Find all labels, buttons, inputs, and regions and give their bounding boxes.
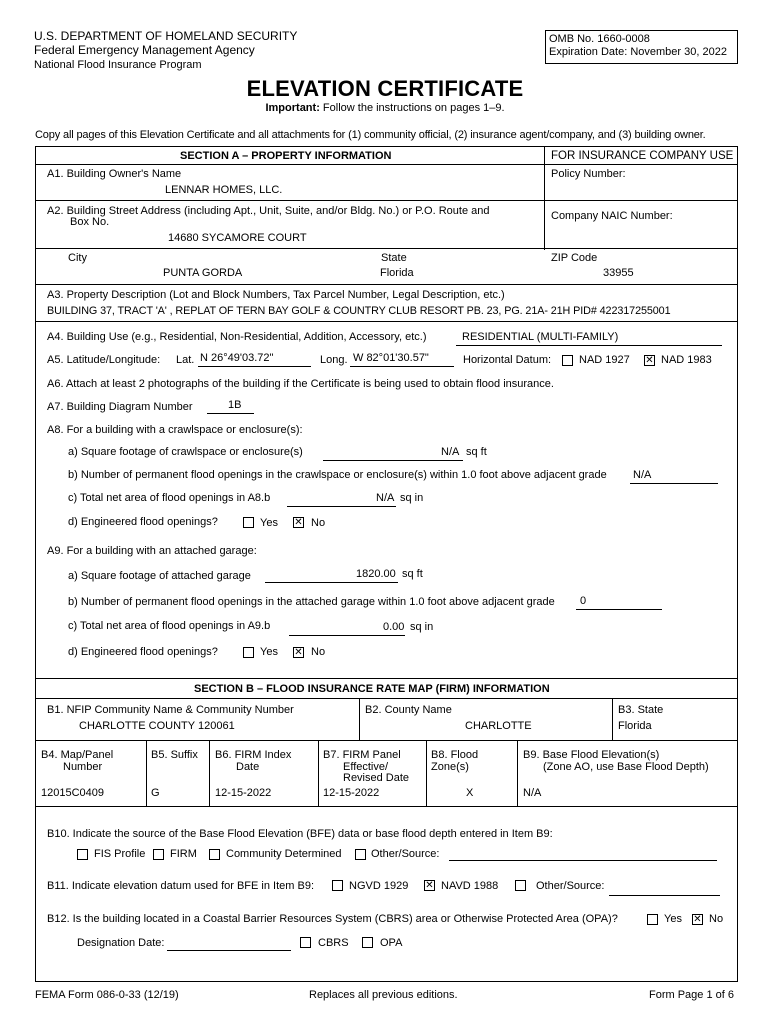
b7-label: B7. FIRM Panel (323, 749, 401, 761)
property-description[interactable]: BUILDING 37, TRACT 'A' , REPLAT OF TERN BAY GOLF & COUNTRY CLUB RESORT PB. 23, PG. 21A- 21H PID# 422317255001 (47, 305, 671, 317)
b6-label: B6. FIRM Index (215, 749, 292, 761)
b12-label: B12. Is the building located in a Coastal Barrier Resources System (CBRS) area or Otherwise Protected Area (OPA)? (47, 913, 618, 925)
naic-label: Company NAIC Number: (551, 210, 673, 222)
a9c-unit: sq in (410, 621, 434, 633)
important-note (0, 102, 770, 114)
page-number: Form Page 1 of 6 (649, 989, 734, 1001)
fis-profile-checkbox[interactable] (77, 849, 88, 860)
important-text: Follow the instructions on pages 1–9. (322, 102, 505, 114)
nad1927-checkbox[interactable] (562, 355, 573, 366)
a8b-label: b) Number of permanent flood openings in the crawlspace or enclosure(s) within 1.0 foot above adjacent grade (68, 469, 607, 481)
a8d-yes-checkbox[interactable] (243, 517, 254, 528)
b6-value[interactable]: 12-15-2022 (215, 787, 272, 799)
a8d-no-label: No (311, 517, 326, 529)
designation-date-field[interactable] (167, 950, 291, 951)
a8c-label: c) Total net area of flood openings in A8.b (68, 492, 271, 504)
b10-label: B10. Indicate the source of the Base Flood Elevation (BFE) data or base flood depth entered in Item B9: (47, 828, 553, 840)
b11-other-label: Other/Source: (536, 880, 605, 892)
latitude-value[interactable]: N 26°49'03.72" (200, 352, 274, 364)
a8d-label: d) Engineered flood openings? (68, 516, 218, 528)
b4-value[interactable]: 12015C0409 (41, 787, 105, 799)
a9a-unit: sq ft (402, 568, 423, 580)
b2-value[interactable]: CHARLOTTE (465, 720, 532, 732)
a8a-value[interactable]: N/A (441, 446, 460, 458)
b7-value[interactable]: 12-15-2022 (323, 787, 380, 799)
a3-label: A3. Property Description (Lot and Block Numbers, Tax Parcel Number, Legal Description, etc.) (47, 289, 505, 301)
a8a-label: a) Square footage of crawlspace or enclosure(s) (68, 446, 303, 458)
program-name: National Flood Insurance Program (34, 59, 202, 71)
a7-label: A7. Building Diagram Number (47, 401, 193, 413)
a9-label: A9. For a building with an attached garage: (47, 545, 257, 557)
expiration-date: Expiration Date: November 30, 2022 (549, 46, 727, 58)
city-label: City (68, 252, 87, 264)
opa-checkbox[interactable] (362, 937, 373, 948)
opa-label: OPA (380, 937, 403, 949)
copy-instructions: Copy all pages of this Elevation Certificate and all attachments for (1) community official, (2) insurance agent/company, and (3) building owner. (35, 129, 706, 141)
zip-value[interactable]: 33955 (603, 267, 634, 279)
b12-yes-checkbox[interactable] (647, 914, 658, 925)
a2-label: A2. Building Street Address (including Apt., Unit, Suite, and/or Bldg. No.) or P.O. Route and (47, 205, 490, 217)
state-value[interactable]: Florida (380, 267, 414, 279)
a8d-no-checkbox[interactable]: ✕ (294, 517, 303, 528)
omb-box (545, 30, 738, 64)
a8d-yes-label: Yes (260, 517, 278, 529)
nad1927-label: NAD 1927 (579, 354, 630, 366)
section-b-heading: SECTION B – FLOOD INSURANCE RATE MAP (FIRM) INFORMATION (194, 683, 550, 695)
form-number: FEMA Form 086-0-33 (12/19) (35, 989, 179, 1001)
b3-value[interactable]: Florida (618, 720, 652, 732)
agency-name: Federal Emergency Management Agency (34, 43, 255, 57)
b9-label: B9. Base Flood Elevation(s) (523, 749, 660, 761)
diagram-number[interactable]: 1B (228, 399, 242, 411)
other-source-checkbox[interactable] (355, 849, 366, 860)
a8c-unit: sq in (400, 492, 424, 504)
other-source-field[interactable] (449, 860, 717, 861)
a9d-label: d) Engineered flood openings? (68, 646, 218, 658)
a9a-label: a) Square footage of attached garage (68, 570, 251, 582)
policy-number-label: Policy Number: (551, 168, 626, 180)
b4-label: B4. Map/Panel (41, 749, 114, 761)
b7-label-cont: Effective/ (343, 761, 389, 773)
b8-label: B8. Flood (431, 749, 479, 761)
b4-label-cont: Number (63, 761, 103, 773)
ngvd1929-label: NGVD 1929 (349, 880, 409, 892)
replaces-note: Replaces all previous editions. (309, 989, 458, 1001)
firm-label: FIRM (170, 848, 197, 860)
a9c-label: c) Total net area of flood openings in A9.b (68, 620, 271, 632)
a6-text: A6. Attach at least 2 photographs of the building if the Certificate is being used to obtain flood insurance. (47, 378, 554, 390)
street-address[interactable]: 14680 SYCAMORE COURT (168, 232, 307, 244)
b3-label: B3. State (618, 704, 664, 716)
building-owner-name[interactable]: LENNAR HOMES, LLC. (165, 184, 283, 196)
a8b-value[interactable]: N/A (633, 469, 652, 481)
long-label: Long. (320, 354, 348, 366)
a9b-label: b) Number of permanent flood openings in the attached garage within 1.0 foot above adjacent grade (68, 596, 555, 608)
b8-value[interactable]: X (466, 787, 474, 799)
cbrs-label: CBRS (318, 937, 349, 949)
city-value[interactable]: PUNTA GORDA (163, 267, 243, 279)
navd1988-checkbox[interactable]: ✕ (425, 880, 434, 891)
a8-label: A8. For a building with a crawlspace or enclosure(s): (47, 424, 303, 436)
lat-label: Lat. (176, 354, 195, 366)
a8a-unit: sq ft (466, 446, 487, 458)
a1-label: A1. Building Owner's Name (47, 168, 182, 180)
ngvd1929-checkbox[interactable] (332, 880, 343, 891)
a8c-value[interactable]: N/A (376, 492, 395, 504)
building-use-value[interactable]: RESIDENTIAL (MULTI-FAMILY) (462, 331, 619, 343)
fis-profile-label: FIS Profile (94, 848, 146, 860)
important-label: Important: (265, 102, 320, 114)
designation-date-label: Designation Date: (77, 937, 165, 949)
omb-number: OMB No. 1660-0008 (549, 33, 650, 45)
a9c-value[interactable]: 0.00 (383, 621, 405, 633)
b11-other-checkbox[interactable] (515, 880, 526, 891)
a9d-no-label: No (311, 646, 326, 658)
b11-other-field[interactable] (609, 895, 720, 896)
cbrs-checkbox[interactable] (300, 937, 311, 948)
datum-label: Horizontal Datum: (463, 354, 552, 366)
b1-value[interactable]: CHARLOTTE COUNTY 120061 (79, 720, 235, 732)
a9d-yes-label: Yes (260, 646, 278, 658)
nad1983-checkbox[interactable]: ✕ (645, 355, 654, 366)
page-title: ELEVATION CERTIFICATE (246, 76, 524, 101)
b9-label-cont: (Zone AO, use Base Flood Depth) (543, 761, 709, 773)
b7-label-cont2: Revised Date (343, 772, 410, 784)
a4-label: A4. Building Use (e.g., Residential, Non-Residential, Addition, Accessory, etc.) (47, 331, 427, 343)
a9a-value[interactable]: 1820.00 (356, 568, 396, 580)
b8-label-cont: Zone(s) (431, 761, 469, 773)
a2-label-cont: Box No. (70, 216, 110, 228)
a5-label: A5. Latitude/Longitude: (47, 354, 161, 366)
b9-value[interactable]: N/A (523, 787, 542, 799)
community-determined-checkbox[interactable] (209, 849, 220, 860)
a9d-no-checkbox[interactable]: ✕ (294, 647, 303, 658)
department-name: U.S. DEPARTMENT OF HOMELAND SECURITY (34, 29, 298, 43)
zip-label: ZIP Code (551, 252, 598, 264)
a9d-yes-checkbox[interactable] (243, 647, 254, 658)
b12-yes-label: Yes (664, 913, 682, 925)
b6-label-cont: Date (236, 761, 260, 773)
b11-label: B11. Indicate elevation datum used for BFE in Item B9: (47, 880, 314, 892)
firm-checkbox[interactable] (153, 849, 164, 860)
b12-no-checkbox[interactable]: ✕ (693, 914, 702, 925)
nad1983-label: NAD 1983 (661, 354, 712, 366)
b5-label: B5. Suffix (151, 749, 198, 761)
state-label: State (381, 252, 407, 264)
b1-label: B1. NFIP Community Name & Community Number (47, 704, 294, 716)
other-source-label: Other/Source: (371, 848, 440, 860)
community-determined-label: Community Determined (226, 848, 342, 860)
b2-label: B2. County Name (365, 704, 452, 716)
longitude-value[interactable]: W 82°01'30.57" (353, 352, 429, 364)
section-a-heading: SECTION A – PROPERTY INFORMATION (180, 150, 392, 162)
b5-value[interactable]: G (151, 787, 160, 799)
b12-no-label: No (709, 913, 724, 925)
a9b-value[interactable]: 0 (580, 595, 587, 607)
navd1988-label: NAVD 1988 (441, 880, 499, 892)
insurance-use-heading: FOR INSURANCE COMPANY USE (551, 150, 734, 162)
